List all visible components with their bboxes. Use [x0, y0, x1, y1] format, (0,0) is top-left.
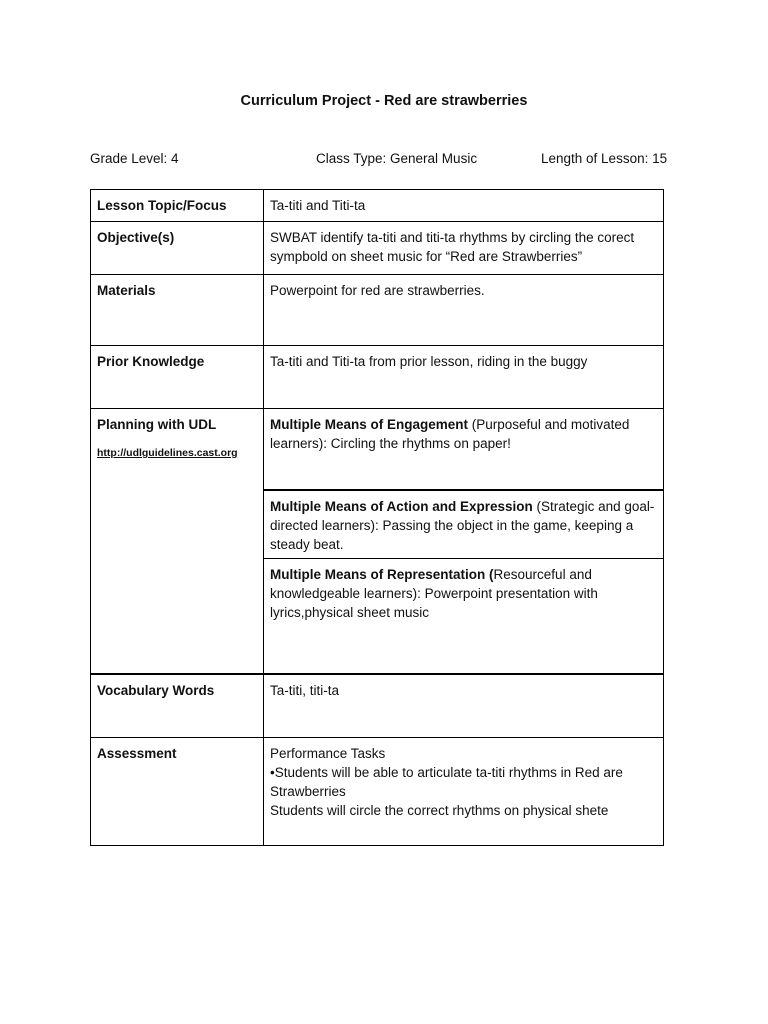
- representation-text: Resourceful and knowledgeable learners): Powerpoint presentation with lyrics,physical sheet music: [270, 567, 598, 620]
- objective-label: Objective(s): [91, 222, 264, 275]
- engagement-text: (Purposeful and motivated learners): Circling the rhythms on paper!: [270, 417, 630, 451]
- assessment-line: •Students will be able to articulate ta-titi rhythms in Red are Strawberries: [270, 765, 623, 799]
- lesson-plan-table: [90, 189, 664, 846]
- prior-knowledge-value: Ta-titi and Titi-ta from prior lesson, riding in the buggy: [264, 346, 664, 409]
- topic-label: Lesson Topic/Focus: [91, 190, 264, 222]
- assessment-line: Performance Tasks: [270, 746, 386, 761]
- udl-representation: [264, 559, 664, 674]
- action-text: (Strategic and goal-directed learners): Passing the object in the game, keeping a steady beat.: [270, 498, 655, 552]
- assessment-value: [264, 738, 664, 846]
- assessment-line: Students will circle the correct rhythms on physical shete: [270, 803, 609, 818]
- row-udl-engagement: [91, 409, 664, 490]
- topic-value: Ta-titi and Titi-ta: [264, 190, 664, 222]
- materials-value: Powerpoint for red are strawberries.: [264, 275, 664, 346]
- row-objective: [91, 222, 664, 275]
- udl-label: Planning with UDL: [97, 417, 217, 432]
- action-heading: Multiple Means of Action and Expression: [270, 498, 533, 514]
- materials-label: Materials: [91, 275, 264, 346]
- row-prior-knowledge: [91, 346, 664, 409]
- row-vocabulary: [91, 674, 664, 738]
- grade-level: Grade Level: 4: [90, 151, 179, 166]
- udl-link[interactable]: http://udlguidelines.cast.org: [97, 447, 238, 459]
- udl-engagement: [264, 409, 664, 490]
- representation-heading: Multiple Means of Representation (: [270, 567, 494, 582]
- vocabulary-value: Ta-titi, titi-ta: [264, 674, 664, 738]
- udl-label-cell: [91, 409, 264, 674]
- assessment-label: Assessment: [91, 738, 264, 846]
- objective-value: SWBAT identify ta-titi and titi-ta rhythms by circling the corect sympbold on sheet music for “Red are Strawberries”: [264, 222, 664, 275]
- prior-knowledge-label: Prior Knowledge: [91, 346, 264, 409]
- document-title: Curriculum Project - Red are strawberries: [240, 93, 528, 109]
- row-materials: [91, 275, 664, 346]
- engagement-heading: Multiple Means of Engagement: [270, 417, 469, 432]
- lesson-length: Length of Lesson: 15: [541, 151, 668, 166]
- class-type: Class Type: General Music: [316, 151, 478, 166]
- udl-action: [264, 490, 664, 559]
- vocabulary-label: Vocabulary Words: [91, 674, 264, 738]
- row-topic: [91, 190, 664, 222]
- row-assessment: [91, 738, 664, 846]
